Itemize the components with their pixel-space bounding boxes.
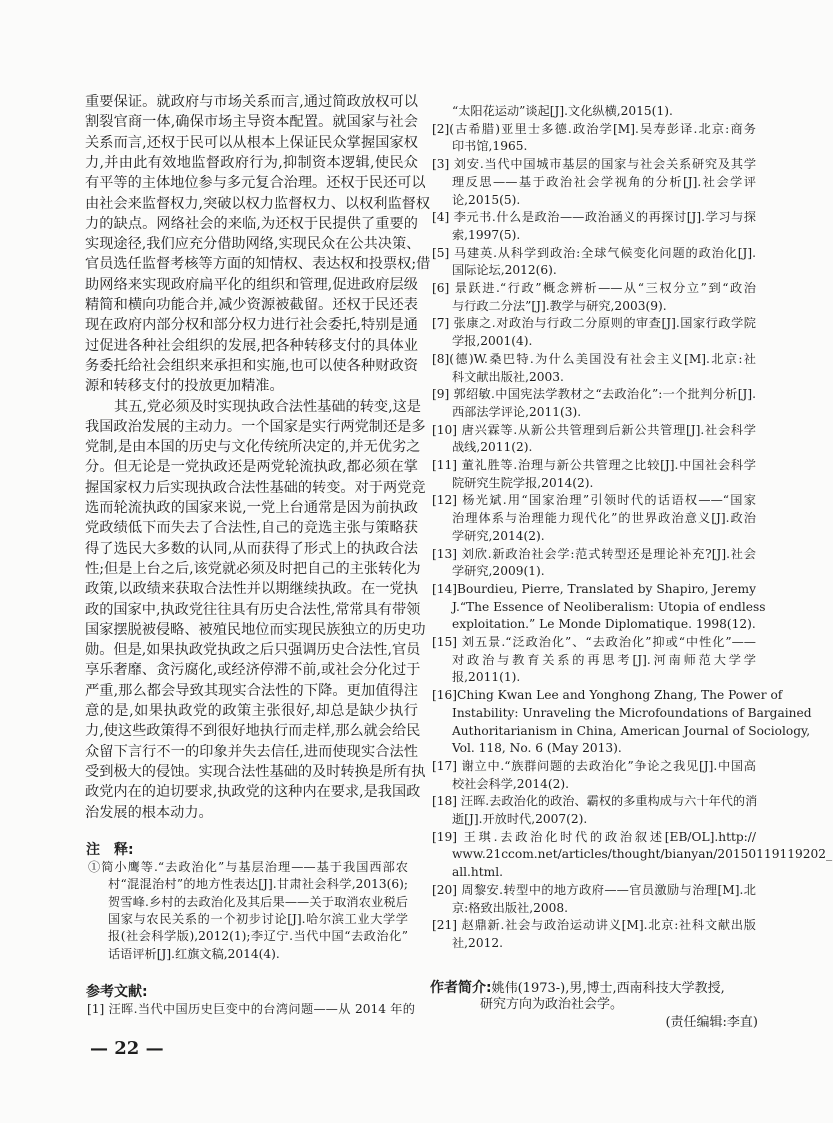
body-text-line: 政的国家中,执政党往往具有历史合法性,常常具有带领 — [85, 601, 421, 618]
footnote-line: 国家与农民关系的一个初步讨论[J].哈尔滨工业大学学 — [108, 911, 408, 926]
reference-line: 学研究,2009(1). — [452, 564, 545, 579]
reference-number: [14] — [432, 581, 458, 596]
footnote-marker: ① — [88, 860, 102, 874]
reference-text: 李元书.什么是政治——政治涵义的再探讨[J].学习与探 — [453, 210, 756, 225]
reference-number: [15] — [432, 635, 462, 649]
reference-line: 逝[J].开放时代,2007(2). — [452, 812, 588, 826]
body-text-line: 割裂官商一体,确保市场主导资本配置。就国家与社会 — [85, 114, 418, 131]
references-heading: 参考文献: — [86, 984, 148, 1000]
reference-line: exploitation.” Le Monde Diplomatique. 1998(12). — [452, 617, 756, 632]
body-text-line: 重要保证。就政府与市场关系而言,通过简政放权可以 — [85, 94, 418, 110]
reference-text: Bourdieu, Pierre, Translated by Shapiro, Jeremy — [457, 581, 756, 596]
reference-line: 治理体系与治理能力现代化”的世界政治意义[J].政治 — [452, 511, 756, 526]
reference-line: 社,2012. — [452, 935, 503, 950]
reference-text: 董礼胜等.治理与新公共管理之比较[J].中国社会科学 — [461, 458, 756, 472]
author-bio-text: 姚伟(1973-),男,博士,西南科技大学教授, — [491, 981, 725, 996]
reference-number: [16] — [432, 688, 458, 703]
reference-line: 西部法学评论,2011(3). — [452, 404, 582, 419]
reference-line: Instability: Unraveling the Microfoundations of Bargained — [452, 705, 812, 720]
reference-text: 唐兴霖等.从新公共管理到后新公共管理[J].社会科学 — [461, 422, 756, 437]
reference-number: [8] — [432, 351, 450, 366]
body-text-line: 握国家权力后实现执政合法性基础的转变。对于两党竞 — [85, 479, 426, 496]
body-text-line: 受到极大的侵蚀。实现合法性基础的及时转换是所有执 — [85, 763, 426, 780]
body-text-line: 由社会来监督权力,突破以权力监督权力、以权利监督权 — [85, 195, 431, 212]
footnote-line: 话语评析[J].红旗文稿,2014(4). — [108, 946, 280, 961]
body-text-line: 其五,党必须及时实现执政合法性基础的转变,这是 — [114, 398, 421, 415]
body-text-line: 治发展的根本动力。 — [85, 804, 213, 821]
reference-line — [432, 244, 756, 262]
reference-number: [21] — [432, 918, 462, 933]
reference-text: (德)W.桑巴特.为什么美国没有社会主义[M].北京:社 — [449, 351, 756, 366]
reference-text: 郭绍敏.中国宪法学教材之“去政治化”:一个批判分析[J]. — [453, 387, 756, 402]
body-text-line: 享乐奢靡、贪污腐化,或经济停滞不前,或社会分化过于 — [85, 662, 421, 679]
reference-text: 周黎安.转型中的地方政府——官员激励与治理[M].北 — [461, 882, 756, 897]
body-text-line: 勋。但是,如果执政党执政之后只强调历史合法性,官员 — [85, 642, 421, 659]
reference-number: [5] — [432, 245, 454, 260]
reference-line: 国际论坛,2012(6). — [452, 263, 557, 278]
body-text-line: 力,并由此有效地监督政府行为,抑制资本逻辑,使民众 — [85, 154, 418, 171]
responsible-editor: (责任编辑:李直) — [665, 1015, 758, 1030]
reference-line — [432, 155, 756, 173]
footnote-line: 村“混混治村”的地方性表达[J].甘肃社会科学,2013(6); — [108, 877, 408, 892]
reference-line: 报,2011(1). — [452, 670, 521, 685]
reference-line: 校社会科学,2014(2). — [452, 776, 569, 791]
reference-number: [1] — [87, 1002, 109, 1016]
body-text-line: 政策,以政绩来获取合法性并以期继续执政。在一党执 — [85, 581, 418, 598]
reference-line: 理反思——基于政治社会学视角的分析[J].社会学评 — [452, 174, 756, 189]
body-text-line: 性;但是上台之后,该党就必须及时把自己的主张转化为 — [85, 560, 421, 577]
reference-line — [432, 421, 756, 439]
reference-number: [3] — [432, 157, 454, 172]
reference-text: 刘欣.新政治社会学:范式转型还是理论补充?[J].社会 — [461, 546, 756, 561]
page-number: — 22 — — [90, 1038, 164, 1059]
reference-line: 索,1997(5). — [452, 227, 521, 242]
reference-line: Vol. 118, No. 6 (May 2013). — [452, 741, 622, 756]
body-text-line: 党政绩低下而失去了合法性,自己的竞选主张与策略获 — [85, 520, 418, 537]
reference-number: [20] — [432, 882, 462, 897]
reference-line — [432, 828, 756, 846]
reference-line — [432, 456, 756, 474]
reference-number: [4] — [432, 210, 454, 225]
body-text-line: 意的是,如果执政党的政策主张很好,却总是缺少执行 — [85, 703, 418, 719]
reference-line: www.21ccom.net/articles/thought/bianyan/20150119119202_ — [452, 847, 833, 862]
reference-line: 科文献出版社,2003. — [452, 369, 564, 384]
reference-text: Ching Kwan Lee and Yonghong Zhang, The Power of — [457, 688, 783, 703]
body-text-line: 过促进各种社会组织的发展,把各种转移支付的具体业 — [85, 337, 418, 354]
reference-line — [432, 545, 756, 563]
reference-number: [12] — [432, 493, 463, 508]
footnote-line: 贺雪峰.乡村的去政治化及其后果——关于取消农业税后 — [108, 894, 408, 909]
reference-number: [9] — [432, 387, 454, 402]
reference-line — [432, 881, 756, 899]
reference-line — [432, 208, 756, 226]
reference-number: [17] — [432, 758, 462, 773]
body-text-line: 严重,那么都会导致其现实合法性的下降。更加值得注 — [85, 682, 418, 699]
reference-number: [10] — [432, 422, 462, 437]
reference-line: 京:格致出版社,2008. — [452, 900, 568, 915]
footnote-line: 报(社会科学版),2012(1);李辽宁.当代中国“去政治化” — [108, 929, 408, 944]
reference-line — [432, 120, 756, 138]
author-bio-label: 作者简介: — [430, 980, 492, 996]
body-text-line: 得了选民大多数的认同,从而获得了形式上的执政合法 — [85, 540, 418, 557]
reference-line — [432, 279, 756, 297]
reference-line — [432, 916, 756, 934]
body-text-line: 助网络来实现政府扁平化的组织和管理,促进政府层级 — [85, 276, 418, 293]
reference-number: [2] — [432, 121, 450, 136]
body-text-line: 力的缺点。网络社会的来临,为还权于民提供了重要的 — [85, 215, 418, 232]
notes-heading: 注 释: — [86, 842, 134, 858]
reference-line — [432, 757, 756, 775]
body-text-line: 分。但无论是一党执政还是两党轮流执政,都必须在掌 — [85, 459, 418, 476]
body-text-line: 国家摆脱被侵略、被殖民地位而实现民族独立的历史功 — [85, 621, 426, 638]
reference-line — [87, 1000, 415, 1018]
body-text-line: 源和转移支付的投放更加精准。 — [85, 378, 284, 395]
body-text-line: 政党内在的迫切要求,执政党的这种内在要求,是我国政 — [85, 784, 421, 801]
body-text-line: 官员选任监督考核等方面的知情权、表达权和投票权;借 — [85, 256, 431, 273]
reference-text: 马建英.从科学到政治:全球气候变化问题的政治化[J]. — [454, 245, 756, 260]
reference-number: [6] — [432, 281, 455, 295]
reference-number: [19] — [432, 829, 464, 844]
reference-text: 汪晖.当代中国历史巨变中的台湾问题——从 2014 年的 — [108, 1002, 415, 1016]
reference-line: 论,2015(5). — [452, 192, 521, 207]
body-text-line: 选而轮流执政的国家来说,一党上台通常是因为前执政 — [85, 500, 418, 516]
body-text-line: 实现途径,我们应充分借助网络,实现民众在公共决策、 — [85, 236, 421, 253]
reference-line: 与行政二分法”[J].教学与研究,2003(9). — [452, 298, 667, 313]
reference-number: [13] — [432, 546, 462, 561]
reference-number: [7] — [432, 316, 454, 331]
reference-line — [432, 633, 756, 651]
reference-text: 汪晖.去政治化的政治、霸权的多重构成与六十年代的消 — [460, 794, 758, 809]
reference-text: 王琪.去政治化时代的政治叙述[EB/OL].http:// — [463, 829, 756, 844]
body-text-line: 精简和横向功能合并,减少资源被截留。还权于民还表 — [85, 297, 418, 313]
reference-line: J.“The Essence of Neoliberalism: Utopia of endless — [452, 599, 766, 614]
reference-text: 杨光斌.用“国家治理”引领时代的话语权——“国家 — [462, 493, 756, 508]
reference-line: all.html. — [452, 865, 504, 880]
reference-line — [432, 314, 756, 332]
reference-line: 对政治与教育关系的再思考[J].河南师范大学学 — [452, 652, 756, 667]
reference-text: 赵鼎新.社会与政治运动讲义[M].北京:社科文献出版 — [461, 918, 756, 933]
body-text-line: 务委托给社会组织来承担和实施,也可以使各种财政资 — [85, 357, 418, 374]
reference-text: 刘五景.“泛政治化”、“去政治化”抑或“中性化”—— — [461, 635, 756, 649]
reference-text: 张康之.对政治与行政二分原则的审查[J].国家行政学院 — [453, 316, 756, 331]
reference-number: [11] — [432, 458, 462, 472]
reference-line — [432, 350, 756, 368]
reference-line: 学研究,2014(2). — [452, 528, 545, 543]
reference-line: 战线,2011(2). — [452, 440, 533, 455]
reference-line: 学报,2001(4). — [452, 334, 533, 349]
reference-line — [432, 580, 756, 598]
reference-line — [432, 792, 756, 810]
reference-text: 谢立中.“族群问题的去政治化”争论之我见[J].中国高 — [461, 758, 756, 773]
body-text-line: 关系而言,还权于民可以从根本上保证民众掌握国家权 — [85, 134, 418, 151]
body-text-line: 力,使这些政策得不到很好地执行而走样,那么就会给民 — [85, 723, 421, 740]
body-text-line: 党制,是由本国的历史与文化传统所决定的,并无优劣之 — [85, 439, 421, 456]
footnote-line — [88, 858, 408, 876]
author-bio-line-2: 研究方向为政治社会学。 — [480, 997, 624, 1012]
footnote-text: 简小鹰等.“去政治化”与基层治理——基于我国西部农 — [101, 860, 408, 874]
reference-text: (古希腊)亚里士多德.政治学[M].吴寿彭译.北京:商务 — [449, 121, 756, 136]
body-text-line: 众留下言行不一的印象并失去信任,进而使现实合法性 — [85, 743, 418, 760]
reference-line: 院研究生院学报,2014(2). — [452, 475, 594, 490]
body-text-line: 现在政府内部分权和部分权力进行社会委托,特别是通 — [85, 317, 418, 334]
reference-line — [432, 491, 756, 509]
reference-number: [18] — [432, 794, 461, 809]
reference-line — [432, 686, 783, 704]
reference-line: “太阳花运动”谈起[J].文化纵横,2015(1). — [452, 104, 673, 118]
body-text-line: 我国政治发展的主动力。一个国家是实行两党制还是多 — [85, 418, 426, 435]
reference-line — [432, 385, 756, 403]
reference-text: 景跃进.“行政”概念辨析——从“三权分立”到“政治 — [454, 281, 756, 295]
reference-text: 刘安.当代中国城市基层的国家与社会关系研究及其学 — [453, 157, 757, 172]
reference-line: 印书馆,1965. — [452, 139, 528, 154]
reference-line: Authoritarianism in China, American Journal of Sociology, — [452, 723, 811, 738]
body-text-line: 有平等的主体地位参与多元复合治理。还权于民还可以 — [85, 175, 426, 192]
